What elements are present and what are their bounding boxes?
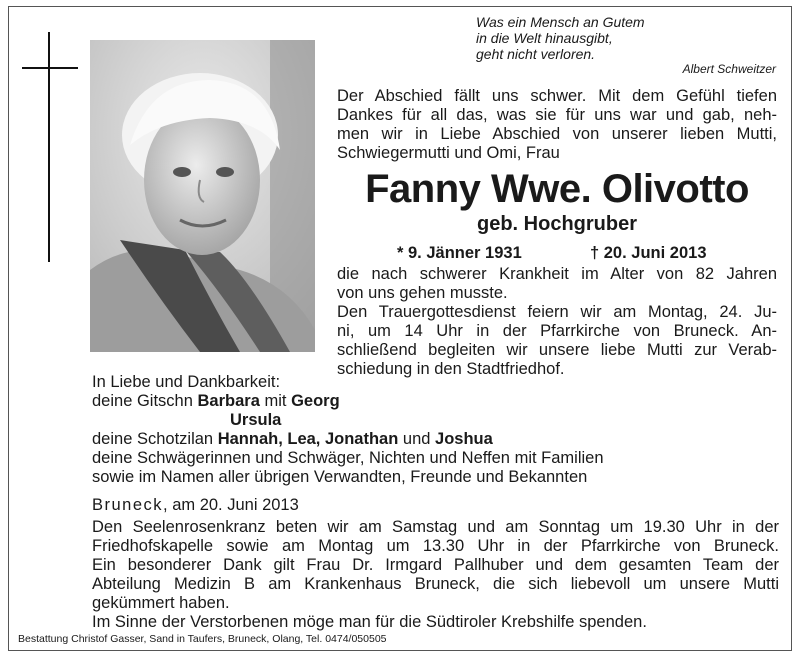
- place-date: [92, 495, 782, 515]
- text-line: Der Abschied fällt uns schwer. Mit dem Gefühl tiefen: [337, 87, 777, 105]
- text-line: Dankes für all das, was sie für uns war und gab, neh-: [337, 106, 777, 124]
- text-line: die nach schwerer Krankheit im Alter von 82 Jahren: [337, 265, 777, 283]
- date: , am 20. Juni 2013: [163, 496, 299, 514]
- deceased-name: Fanny Wwe. Olivotto: [365, 167, 749, 211]
- child-name: Ursula: [230, 411, 282, 429]
- text-line: schließend begleiten wir unsere liebe Mutti zur Verab-: [337, 341, 777, 359]
- mourners-list: [92, 373, 782, 487]
- text-line: ni, um 14 Uhr in der Pfarrkirche von Bruneck. An-: [337, 322, 777, 340]
- maiden-name: geb. Hochgruber: [476, 213, 637, 235]
- quote-line: Was ein Mensch an Gutem: [476, 14, 645, 30]
- text-line: Ein besonderer Dank gilt Frau Dr. Irmgard Pallhuber und dem gesamten Team der: [92, 556, 779, 574]
- children-line: [92, 392, 782, 411]
- text-line: Den Seelenrosenkranz beten wir am Samstag und am Sonntag um 19.30 Uhr in der: [92, 518, 779, 536]
- death-date: † 20. Juni 2013: [590, 244, 707, 262]
- text-line: Abteilung Medizin B am Krankenhaus Bruneck, die sich liebevoll um unsere Mutti: [92, 575, 779, 593]
- funeral-home-credit: Bestattung Christof Gasser, Sand in Taufers, Bruneck, Olang, Tel. 0474/050505: [18, 633, 387, 645]
- details-text: [337, 265, 777, 379]
- grandchildren-names: Hannah, Lea, Jonathan: [217, 430, 399, 448]
- quote-line: geht nicht verloren.: [476, 46, 596, 62]
- text-line: Im Sinne der Verstorbenen möge man für die Südtiroler Krebshilfe spenden.: [92, 613, 647, 631]
- closing-text: [92, 518, 779, 632]
- city: Bruneck: [92, 496, 164, 514]
- text-line: Friedhofskapelle sowie am Montag um 13.30 Uhr in der Pfarrkirche von Bruneck.: [92, 537, 779, 555]
- cross-icon-bar: [22, 67, 78, 69]
- quote: [476, 14, 776, 77]
- text-line: schiedung in den Stadtfriedhof.: [337, 360, 565, 378]
- quote-author: Albert Schweitzer: [682, 62, 776, 76]
- text-line: Schwiegermutti und Omi, Frau: [337, 144, 560, 162]
- text-line: men wir in Liebe Abschied von unserer lieben Mutti,: [337, 125, 777, 143]
- text-line: von uns gehen musste.: [337, 284, 508, 302]
- and-text: und: [402, 430, 431, 448]
- intro-text: [337, 87, 777, 163]
- connector-text: mit: [264, 392, 287, 410]
- portrait-photo: [90, 40, 315, 352]
- mourners-heading: In Liebe und Dankbarkeit:: [92, 373, 281, 391]
- grandchildren-line: [92, 430, 782, 449]
- text-line: Den Trauergottesdienst feiern wir am Montag, 24. Ju-: [337, 303, 777, 321]
- grandchild-name: Joshua: [435, 430, 493, 448]
- others-line: sowie im Namen aller übrigen Verwandten, Freunde und Bekannten: [92, 468, 588, 486]
- text-line: gekümmert haben.: [92, 594, 230, 612]
- in-laws-line: deine Schwägerinnen und Schwäger, Nichten und Neffen mit Familien: [92, 449, 604, 467]
- child-name: Barbara: [197, 392, 260, 410]
- children-prefix: deine Gitschn: [92, 392, 193, 410]
- partner-name: Georg: [291, 392, 340, 410]
- birth-date: * 9. Jänner 1931: [397, 244, 522, 262]
- grandchildren-prefix: deine Schotzilan: [92, 430, 214, 448]
- quote-line: in die Welt hinausgibt,: [476, 30, 613, 46]
- children-line-2: [92, 411, 782, 430]
